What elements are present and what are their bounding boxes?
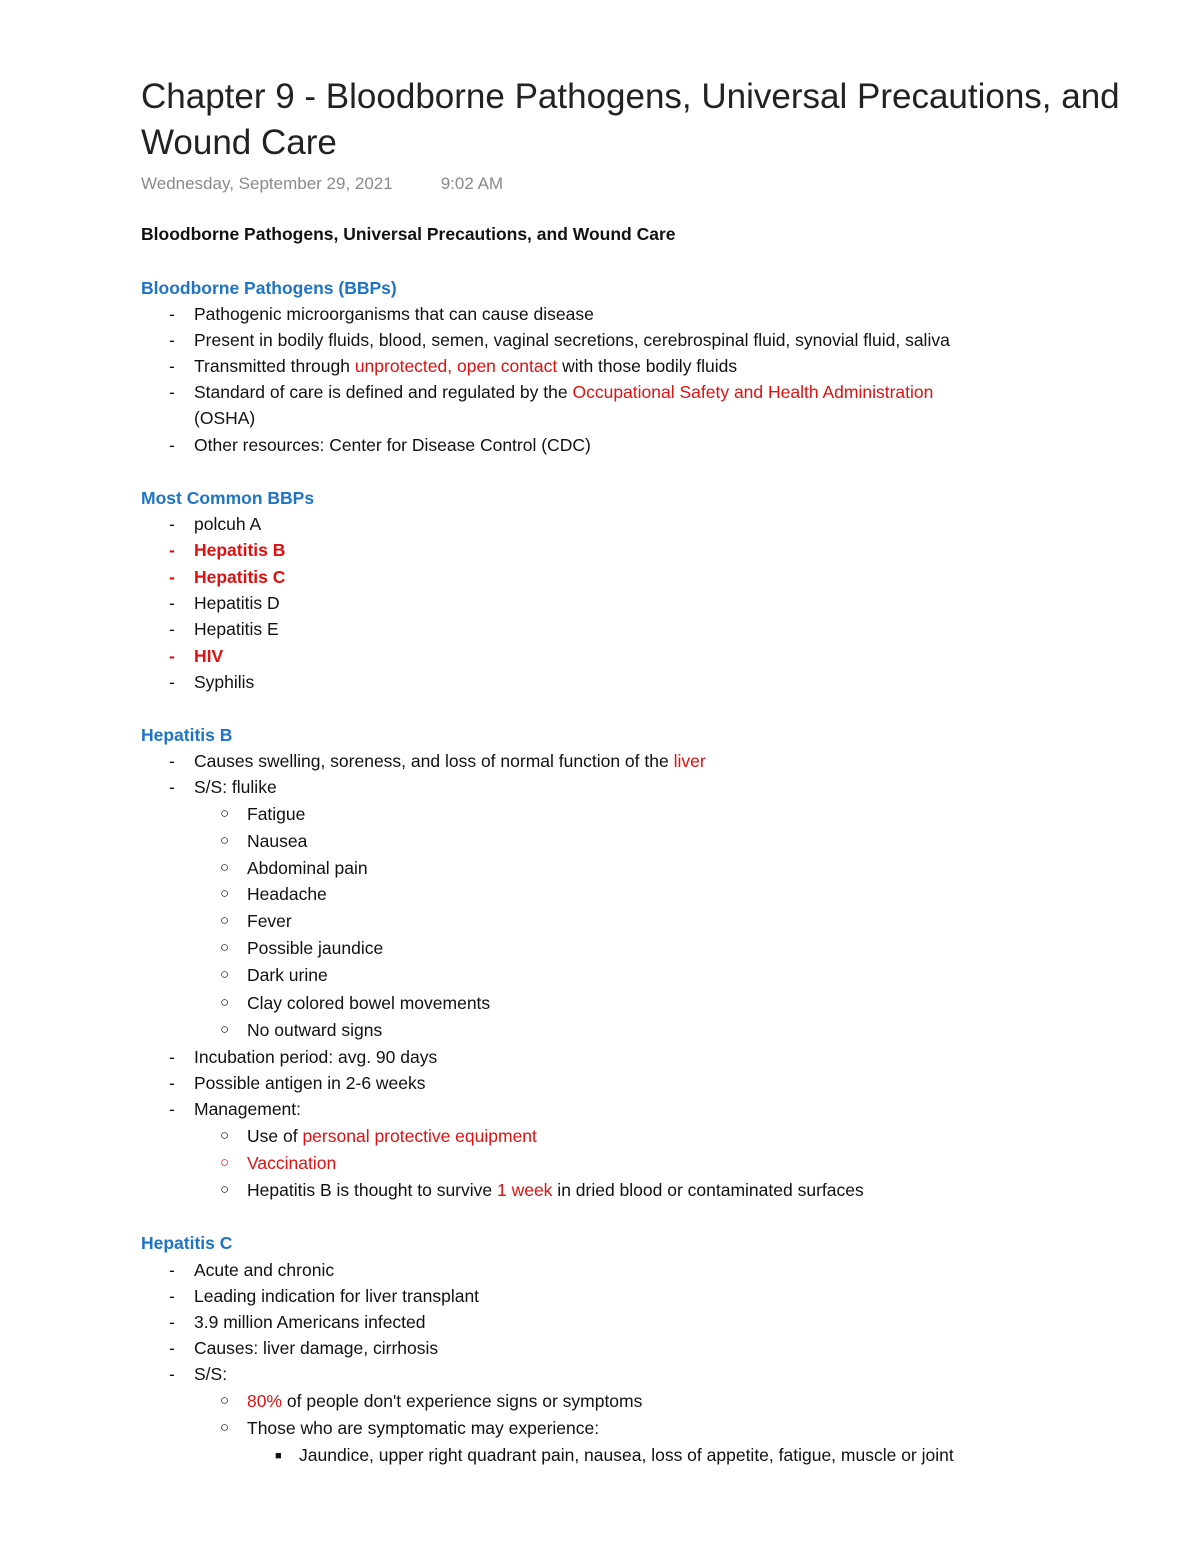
list-item-text: 3.9 million Americans infected [194,1312,426,1332]
heading-hepatitis-b: Hepatitis B [141,725,233,745]
list-item [169,1070,426,1096]
list-item [169,616,279,642]
list-item [169,590,280,616]
dash-bullet: - [169,1286,175,1306]
circle-bullet-icon: ○ [220,912,230,929]
list-item-text: Hepatitis B is thought to survive [247,1180,497,1200]
dash-bullet: - [169,1047,175,1067]
heading-hepatitis-c: Hepatitis C [141,1233,233,1253]
heading-bbp: Bloodborne Pathogens (BBPs) [141,278,397,298]
list-item-text: Jaundice, upper right quadrant pain, nausea, loss of appetite, fatigue, muscle or joint [299,1445,954,1465]
sub-list-item [220,1177,864,1203]
list-item [169,643,224,669]
list-item [169,537,286,563]
list-item [169,353,738,379]
dash-bullet: - [169,304,175,324]
sub-sub-list-item [275,1442,954,1468]
dash-bullet: - [169,751,175,771]
list-item [169,327,950,353]
sub-list-item [220,1415,600,1441]
dash-bullet: - [169,1364,175,1384]
dash-bullet: - [169,356,175,376]
list-item-text: Hepatitis C [194,567,286,587]
list-item [169,1096,302,1122]
list-item-text: Fatigue [247,804,306,824]
list-item-text: Dark urine [247,965,328,985]
list-item-text: Headache [247,884,327,904]
emphasis-text: unprotected, open contact [354,356,558,376]
list-item-text: Vaccination [247,1153,337,1173]
list-item-text: Abdominal pain [247,858,368,878]
list-item [169,669,255,695]
list-item [169,1283,480,1309]
list-item-text: Clay colored bowel movements [247,993,491,1013]
section-subtitle: Bloodborne Pathogens, Universal Precautions, and Wound Care [141,224,676,244]
dash-bullet: - [169,672,175,692]
sub-list-item [220,990,491,1016]
list-item-continuation: (OSHA) [194,408,256,428]
dash-bullet: - [169,382,175,402]
list-item-text: Hepatitis B [194,540,286,560]
list-item-text: Causes swelling, soreness, and loss of normal function of the [194,751,674,771]
list-item-text: Those who are symptomatic may experience: [247,1418,600,1438]
dash-bullet: - [169,1338,175,1358]
list-item-text: S/S: flulike [194,777,277,797]
list-item-text: Possible jaundice [247,938,384,958]
list-item [169,1361,228,1387]
list-item-text: Hepatitis D [194,593,280,613]
sub-list-item [220,1388,643,1414]
circle-bullet-icon: ○ [220,994,230,1011]
list-item-text: Present in bodily fluids, blood, semen, vaginal secretions, cerebrospinal fluid, synovial fluid, saliva [194,330,950,350]
emphasis-text: Occupational Safety and Health Administration [572,382,934,402]
list-item-text: Acute and chronic [194,1260,335,1280]
list-item-text: Pathogenic microorganisms that can cause disease [194,304,594,324]
emphasis-text: liver [673,751,706,771]
circle-bullet-icon: ○ [220,805,230,822]
list-item-text: S/S: [194,1364,228,1384]
dash-bullet: - [169,1099,175,1119]
list-item [169,748,706,774]
circle-bullet-icon: ○ [220,1392,230,1409]
list-item [169,564,286,590]
list-item-text: Incubation period: avg. 90 days [194,1047,438,1067]
circle-bullet-icon: ○ [220,1154,230,1171]
list-item-text: Transmitted through [194,356,355,376]
circle-bullet-icon: ○ [220,885,230,902]
list-item-text: HIV [194,646,224,666]
circle-bullet-icon: ○ [220,859,230,876]
list-item-text: Management: [194,1099,302,1119]
dash-bullet: - [169,540,175,560]
circle-bullet-icon: ○ [220,966,230,983]
dash-bullet: - [169,646,175,666]
list-item [169,379,934,405]
list-item-text: Fever [247,911,292,931]
list-item-text: Nausea [247,831,308,851]
list-item [169,511,262,537]
list-item-text: Possible antigen in 2-6 weeks [194,1073,426,1093]
sub-list-item [220,908,292,934]
list-item [169,301,594,327]
circle-bullet-icon: ○ [220,1127,230,1144]
circle-bullet-icon: ○ [220,1181,230,1198]
list-item [169,1257,335,1283]
dash-bullet: - [169,619,175,639]
dash-bullet: - [169,1260,175,1280]
circle-bullet-icon: ○ [220,1419,230,1436]
page-title: Chapter 9 - Bloodborne Pathogens, Universal Precautions, and Wound Care [141,77,1120,162]
dash-bullet: - [169,330,175,350]
circle-bullet-icon: ○ [220,832,230,849]
sub-list-item [220,1017,383,1043]
list-item-text: Other resources: Center for Disease Control (CDC) [194,435,591,455]
emphasis-text: 80% [247,1391,283,1411]
list-item-text: Causes: liver damage, cirrhosis [194,1338,439,1358]
circle-bullet-icon: ○ [220,939,230,956]
sub-list-item [220,881,327,907]
circle-bullet-icon: ○ [220,1021,230,1038]
list-item-text: Standard of care is defined and regulated by the [194,382,573,402]
list-item [169,1044,438,1070]
note-date: Wednesday, September 29, 2021 [141,174,393,193]
list-item-text: Hepatitis E [194,619,279,639]
sub-list-item [220,962,328,988]
list-item-text: with those bodily fluids [557,356,738,376]
dash-bullet: - [169,777,175,797]
list-item [169,432,591,458]
sub-list-item [220,1123,537,1149]
list-item [169,774,277,800]
list-item-text: Leading indication for liver transplant [194,1286,480,1306]
emphasis-text: personal protective equipment [302,1126,537,1146]
dash-bullet: - [169,1312,175,1332]
dash-bullet: - [169,567,175,587]
dash-bullet: - [169,435,175,455]
heading-common-bbps: Most Common BBPs [141,488,315,508]
sub-list-item [220,1150,337,1176]
dash-bullet: - [169,593,175,613]
list-item-text: Use of [247,1126,303,1146]
list-item-text: of people don't experience signs or symptoms [282,1391,643,1411]
sub-list-item [220,801,306,827]
list-item-text: No outward signs [247,1020,383,1040]
dash-bullet: - [169,1073,175,1093]
sub-list-item [220,935,384,961]
list-item [169,1309,426,1335]
list-item-text: in dried blood or contaminated surfaces [552,1180,864,1200]
sub-list-item [220,828,308,854]
dash-bullet: - [169,514,175,534]
sub-list-item [220,855,368,881]
list-item [169,1335,439,1361]
note-time: 9:02 AM [440,174,504,193]
note-timestamp [141,174,503,194]
list-item-text: polcuh A [194,514,262,534]
list-item-text: Syphilis [194,672,255,692]
square-bullet-icon: ■ [275,1450,282,1462]
emphasis-text: 1 week [496,1180,553,1200]
